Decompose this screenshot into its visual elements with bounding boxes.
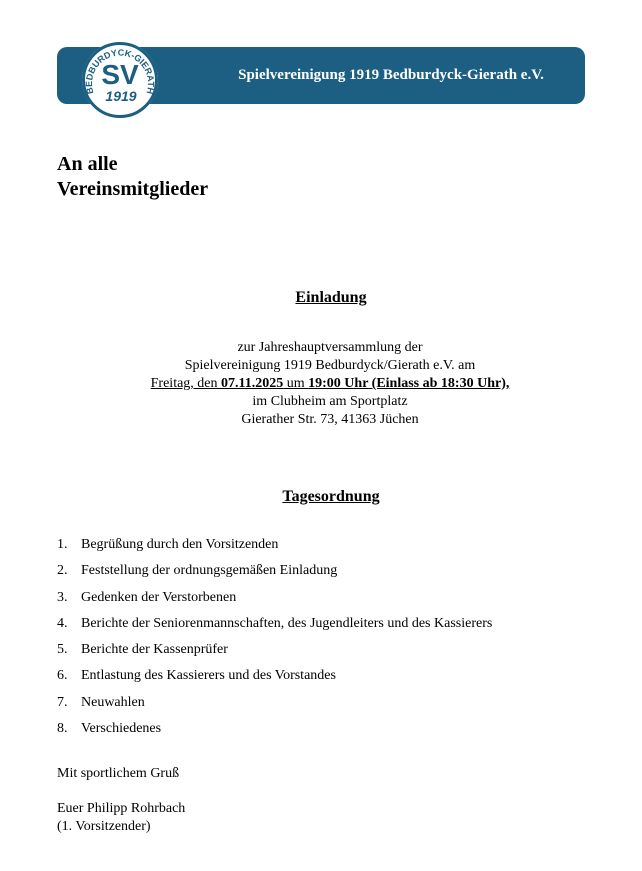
address: Gierather Str. 73, 41363 Jüchen — [241, 412, 419, 427]
club-logo — [80, 40, 160, 120]
agenda-item: 5. Berichte der Kassenprüfer — [57, 642, 228, 658]
invitation-heading: Einladung — [295, 289, 367, 306]
addressee-line: An alle — [57, 153, 118, 175]
agenda-list — [57, 537, 492, 747]
agenda-item: 6. Entlastung des Kassierers und des Vorstandes — [57, 668, 336, 684]
addressee-line: Vereinsmitglieder — [57, 178, 209, 200]
event-datetime: Freitag, den 07.11.2025 um 19:00 Uhr (Einlass ab 18:30 Uhr), — [150, 376, 510, 391]
signature-name: Euer Philipp Rohrbach — [57, 801, 186, 816]
signature-role: (1. Vorsitzender) — [57, 819, 151, 834]
agenda-item: 3. Gedenken der Verstorbenen — [57, 589, 237, 605]
agenda-item: 4. Berichte der Seniorenmannschaften, des Jugendleiters und des Kassierers — [57, 615, 493, 631]
agenda-item: 8. Verschiedenes — [57, 721, 162, 737]
invitation-text: zur Jahreshauptversammlung der Spielvereinigung 1919 Bedburdyck/Gierath e.V. am Freitag, den 07.11.2025 um 19:00 Uhr (Einlass ab 18:30 Uhr), im Clubheim am Sportplatz Gierather Str. 73, 41363 Jüchen — [0, 339, 642, 429]
greeting: Mit sportlichem Gruß — [57, 766, 180, 781]
agenda-item: 2. Feststellung der ordnungsgemäßen Einladung — [57, 563, 338, 579]
club-name: Spielvereinigung 1919 Bedburdyck-Gierath e.V. — [238, 67, 544, 83]
agenda-item: 7. Neuwahlen — [57, 694, 145, 710]
logo-letters: SV — [101, 59, 139, 90]
venue: im Clubheim am Sportplatz — [252, 394, 408, 409]
signature — [57, 800, 185, 836]
agenda-heading: Tagesordnung — [282, 488, 380, 505]
addressee — [57, 152, 208, 202]
logo-year: 1919 — [105, 88, 137, 104]
svg-text:BEDBURDYCK-GIERATH: BEDBURDYCK-GIERATH — [83, 47, 157, 96]
agenda-item: 1. Begrüßung durch den Vorsitzenden — [57, 537, 279, 552]
